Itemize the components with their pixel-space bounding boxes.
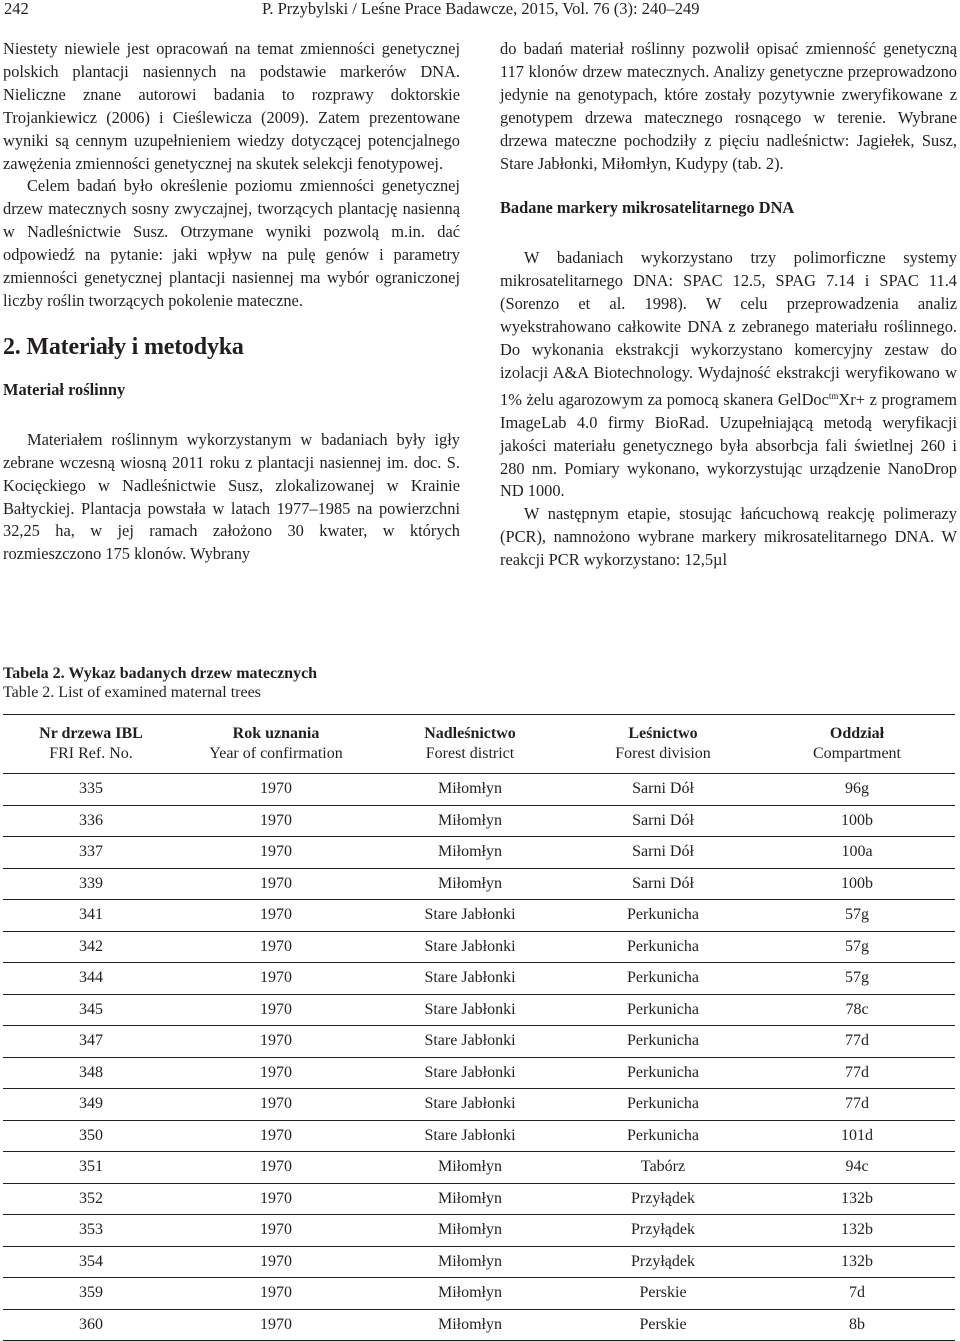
cell-forest-district: Miłomłyn xyxy=(373,1183,567,1215)
cell-forest-division: Perkunicha xyxy=(567,1057,759,1089)
paragraph-markers-part2: Xr+ z programem ImageLab 4.0 firmy BioRad. Uzupełniającą metodą weryfikacji jakości materiału genetycznego była absorbcja fali świetlnej 260 i 280 nm. Pomiary wykonano, wykorzystując urządzenie NanoDrop ND 1000. xyxy=(500,389,957,501)
paragraph-plant-material: Materiałem roślinnym wykorzystanym w badaniach były igły zebrane wczesną wiosną 2011 roku z plantacji nasiennej im. doc. S. Kocięckiego w Nadleśnictwie Susz, zlokalizowanej w Krainie Bałtyckiej. Plantacja powstała w latach 1977–1985 na powierzchni 32,25 ha, w jej ramach założono 30 kwater, w których rozmieszczono 175 klonów. Wybrany xyxy=(3,429,460,564)
cell-forest-division: Przyłądek xyxy=(567,1215,759,1247)
cell-year: 1970 xyxy=(179,1152,373,1184)
cell-compartment: 77d xyxy=(759,1026,955,1058)
paragraph-material-cont: do badań materiał roślinny pozwolił opisać zmienność genetyczną 117 klonów drzew matecznych. Analizy genetyczne przeprowadzono jedynie na genotypach, które zostały pozytywnie zweryfikowane z genotypem drzewa matecznego rosnącego w terenie. Wybrane drzewa mateczne pochodziły z pięciu nadleśnictw: Jagiełek, Susz, Stare Jabłonki, Miłomłyn, Kudypy (tab. 2). xyxy=(500,39,957,173)
table-caption-en: Table 2. List of examined maternal trees xyxy=(3,684,261,701)
cell-year: 1970 xyxy=(179,805,373,837)
cell-tree-number: 352 xyxy=(3,1183,179,1215)
cell-forest-district: Stare Jabłonki xyxy=(373,1057,567,1089)
cell-compartment: 77d xyxy=(759,1089,955,1121)
cell-year: 1970 xyxy=(179,900,373,932)
cell-compartment: 57g xyxy=(759,900,955,932)
cell-forest-district: Miłomłyn xyxy=(373,805,567,837)
cell-compartment: 132b xyxy=(759,1246,955,1278)
cell-forest-district: Stare Jabłonki xyxy=(373,994,567,1026)
cell-compartment: 78c xyxy=(759,994,955,1026)
cell-tree-number: 347 xyxy=(3,1026,179,1058)
cell-forest-district: Miłomłyn xyxy=(373,774,567,806)
cell-tree-number: 337 xyxy=(3,837,179,869)
cell-tree-number: 349 xyxy=(3,1089,179,1121)
table-row xyxy=(3,1152,955,1184)
running-header xyxy=(0,0,960,24)
cell-compartment: 7d xyxy=(759,1278,955,1310)
cell-tree-number: 345 xyxy=(3,994,179,1026)
cell-compartment: 100b xyxy=(759,868,955,900)
cell-year: 1970 xyxy=(179,868,373,900)
cell-forest-division: Sarni Dół xyxy=(567,774,759,806)
cell-compartment: 100a xyxy=(759,837,955,869)
cell-forest-division: Sarni Dół xyxy=(567,805,759,837)
table-row xyxy=(3,1215,955,1247)
trademark-superscript: tm xyxy=(828,390,839,401)
table-row xyxy=(3,1057,955,1089)
cell-year: 1970 xyxy=(179,1246,373,1278)
cell-compartment: 100b xyxy=(759,805,955,837)
cell-compartment: 96g xyxy=(759,774,955,806)
cell-tree-number: 342 xyxy=(3,931,179,963)
cell-forest-district: Stare Jabłonki xyxy=(373,900,567,932)
paragraph-aim: Celem badań było określenie poziomu zmienności genetycznej drzew matecznych sosny zwyczajnej, tworzących plantację nasienną w Nadleśnictwie Susz. Otrzymane wyniki pozwolą m.in. dać odpowiedź na pytanie: jaki wpływ na pulę genów i parametry zmienności genetycznej plantacji nasiennej ma wybór ograniczonej liczby roślin tworzących pokolenie mateczne. xyxy=(3,176,460,310)
cell-compartment: 57g xyxy=(759,963,955,995)
cell-forest-division: Sarni Dół xyxy=(567,837,759,869)
table-caption xyxy=(3,664,317,702)
cell-forest-district: Stare Jabłonki xyxy=(373,931,567,963)
cell-compartment: 8b xyxy=(759,1309,955,1341)
cell-forest-district: Miłomłyn xyxy=(373,1246,567,1278)
cell-forest-division: Perskie xyxy=(567,1309,759,1341)
table-row xyxy=(3,1246,955,1278)
cell-forest-division: Perskie xyxy=(567,1278,759,1310)
cell-forest-division: Przyłądek xyxy=(567,1246,759,1278)
cell-tree-number: 348 xyxy=(3,1057,179,1089)
cell-forest-division: Perkunicha xyxy=(567,1089,759,1121)
table-row xyxy=(3,774,955,806)
cell-compartment: 101d xyxy=(759,1120,955,1152)
cell-forest-division: Perkunicha xyxy=(567,1026,759,1058)
cell-forest-division: Perkunicha xyxy=(567,931,759,963)
cell-year: 1970 xyxy=(179,931,373,963)
cell-year: 1970 xyxy=(179,774,373,806)
running-head: P. Przybylski / Leśne Prace Badawcze, 2015, Vol. 76 (3): 240–249 xyxy=(262,0,700,18)
left-column xyxy=(3,38,460,566)
table-row xyxy=(3,868,955,900)
maternal-trees-table xyxy=(3,714,955,1341)
cell-forest-district: Stare Jabłonki xyxy=(373,1089,567,1121)
page-number: 242 xyxy=(4,0,29,18)
subsection-title-plant-material: Materiał roślinny xyxy=(3,379,126,399)
cell-forest-district: Miłomłyn xyxy=(373,837,567,869)
cell-year: 1970 xyxy=(179,1183,373,1215)
cell-tree-number: 336 xyxy=(3,805,179,837)
cell-forest-division: Perkunicha xyxy=(567,1120,759,1152)
right-column xyxy=(500,38,957,572)
cell-year: 1970 xyxy=(179,994,373,1026)
cell-compartment: 77d xyxy=(759,1057,955,1089)
header-forest-division: Leśnictwo Forest division xyxy=(567,715,759,774)
cell-tree-number: 360 xyxy=(3,1309,179,1341)
table-row xyxy=(3,994,955,1026)
cell-tree-number: 341 xyxy=(3,900,179,932)
cell-compartment: 132b xyxy=(759,1215,955,1247)
cell-year: 1970 xyxy=(179,1026,373,1058)
cell-forest-division: Tabórz xyxy=(567,1152,759,1184)
section-title: 2. Materiały i metodyka xyxy=(3,333,244,360)
subsection-title-markers: Badane markery mikrosatelitarnego DNA xyxy=(500,198,795,218)
table-caption-pl: Tabela 2. Wykaz badanych drzew matecznych xyxy=(3,665,318,682)
header-compartment: Oddział Compartment xyxy=(759,715,955,774)
paragraph-markers-part1: W badaniach wykorzystano trzy polimorficzne systemy mikrosatelitarnego DNA: SPAC 12.5, SPAG 7.14 i SPAC 11.4 (Sorenzo et al. 1998). W celu przeprowadzenia analiz wyekstrahowano całkowite DNA z zebranego materiału roślinnego. Do wykonania ekstrakcji wykorzystano komercyjny zestaw do izolacji A&A Biotechnology. Wydajność ekstrakcji weryfikowano w 1% żelu agarozowym za pomocą skanera GelDoc xyxy=(500,248,957,409)
cell-forest-district: Miłomłyn xyxy=(373,868,567,900)
table-row xyxy=(3,931,955,963)
table-row xyxy=(3,1309,955,1341)
cell-tree-number: 354 xyxy=(3,1246,179,1278)
cell-tree-number: 350 xyxy=(3,1120,179,1152)
cell-tree-number: 353 xyxy=(3,1215,179,1247)
cell-tree-number: 339 xyxy=(3,868,179,900)
cell-forest-district: Miłomłyn xyxy=(373,1309,567,1341)
cell-year: 1970 xyxy=(179,1215,373,1247)
cell-year: 1970 xyxy=(179,837,373,869)
header-forest-district: Nadleśnictwo Forest district xyxy=(373,715,567,774)
cell-compartment: 57g xyxy=(759,931,955,963)
cell-forest-division: Perkunicha xyxy=(567,963,759,995)
table-row xyxy=(3,1120,955,1152)
cell-forest-district: Stare Jabłonki xyxy=(373,1120,567,1152)
cell-forest-division: Sarni Dół xyxy=(567,868,759,900)
table-row xyxy=(3,1026,955,1058)
cell-year: 1970 xyxy=(179,1120,373,1152)
cell-compartment: 94c xyxy=(759,1152,955,1184)
table-row xyxy=(3,1183,955,1215)
cell-forest-district: Stare Jabłonki xyxy=(373,1026,567,1058)
paragraph-markers xyxy=(500,247,957,503)
table-header-row xyxy=(3,715,955,774)
table-row xyxy=(3,837,955,869)
cell-compartment: 132b xyxy=(759,1183,955,1215)
cell-tree-number: 359 xyxy=(3,1278,179,1310)
cell-forest-district: Miłomłyn xyxy=(373,1215,567,1247)
cell-forest-district: Stare Jabłonki xyxy=(373,963,567,995)
table-row xyxy=(3,805,955,837)
table-row xyxy=(3,1278,955,1310)
header-tree-number: Nr drzewa IBL FRI Ref. No. xyxy=(3,715,179,774)
cell-year: 1970 xyxy=(179,1089,373,1121)
paragraph-pcr: W następnym etapie, stosując łańcuchową reakcję polimerazy (PCR), namnożono wybrane markery mikrosatelitarnego DNA. W reakcji PCR wykorzystano: 12,5µl xyxy=(500,504,957,570)
cell-year: 1970 xyxy=(179,1057,373,1089)
cell-year: 1970 xyxy=(179,1309,373,1341)
table-row xyxy=(3,900,955,932)
cell-year: 1970 xyxy=(179,1278,373,1310)
paragraph-intro: Niestety niewiele jest opracowań na temat zmienności genetycznej polskich plantacji nasiennych na podstawie markerów DNA. Nieliczne znane autorowi badania to rozprawy doktorskie Trojankiewicz (2006) i Cieślewicza (2009). Zatem prezentowane wyniki są cennym uzupełnieniem wiedzy dotyczącej potencjalnego zawężenia zmienności genetycznej na skutek selekcji fenotypowej. xyxy=(3,39,460,173)
cell-forest-district: Miłomłyn xyxy=(373,1278,567,1310)
table-row xyxy=(3,963,955,995)
cell-tree-number: 335 xyxy=(3,774,179,806)
cell-forest-division: Perkunicha xyxy=(567,900,759,932)
table-row xyxy=(3,1089,955,1121)
header-year: Rok uznania Year of confirmation xyxy=(179,715,373,774)
cell-forest-division: Przyłądek xyxy=(567,1183,759,1215)
cell-tree-number: 344 xyxy=(3,963,179,995)
cell-tree-number: 351 xyxy=(3,1152,179,1184)
cell-forest-division: Perkunicha xyxy=(567,994,759,1026)
cell-forest-district: Miłomłyn xyxy=(373,1152,567,1184)
cell-year: 1970 xyxy=(179,963,373,995)
